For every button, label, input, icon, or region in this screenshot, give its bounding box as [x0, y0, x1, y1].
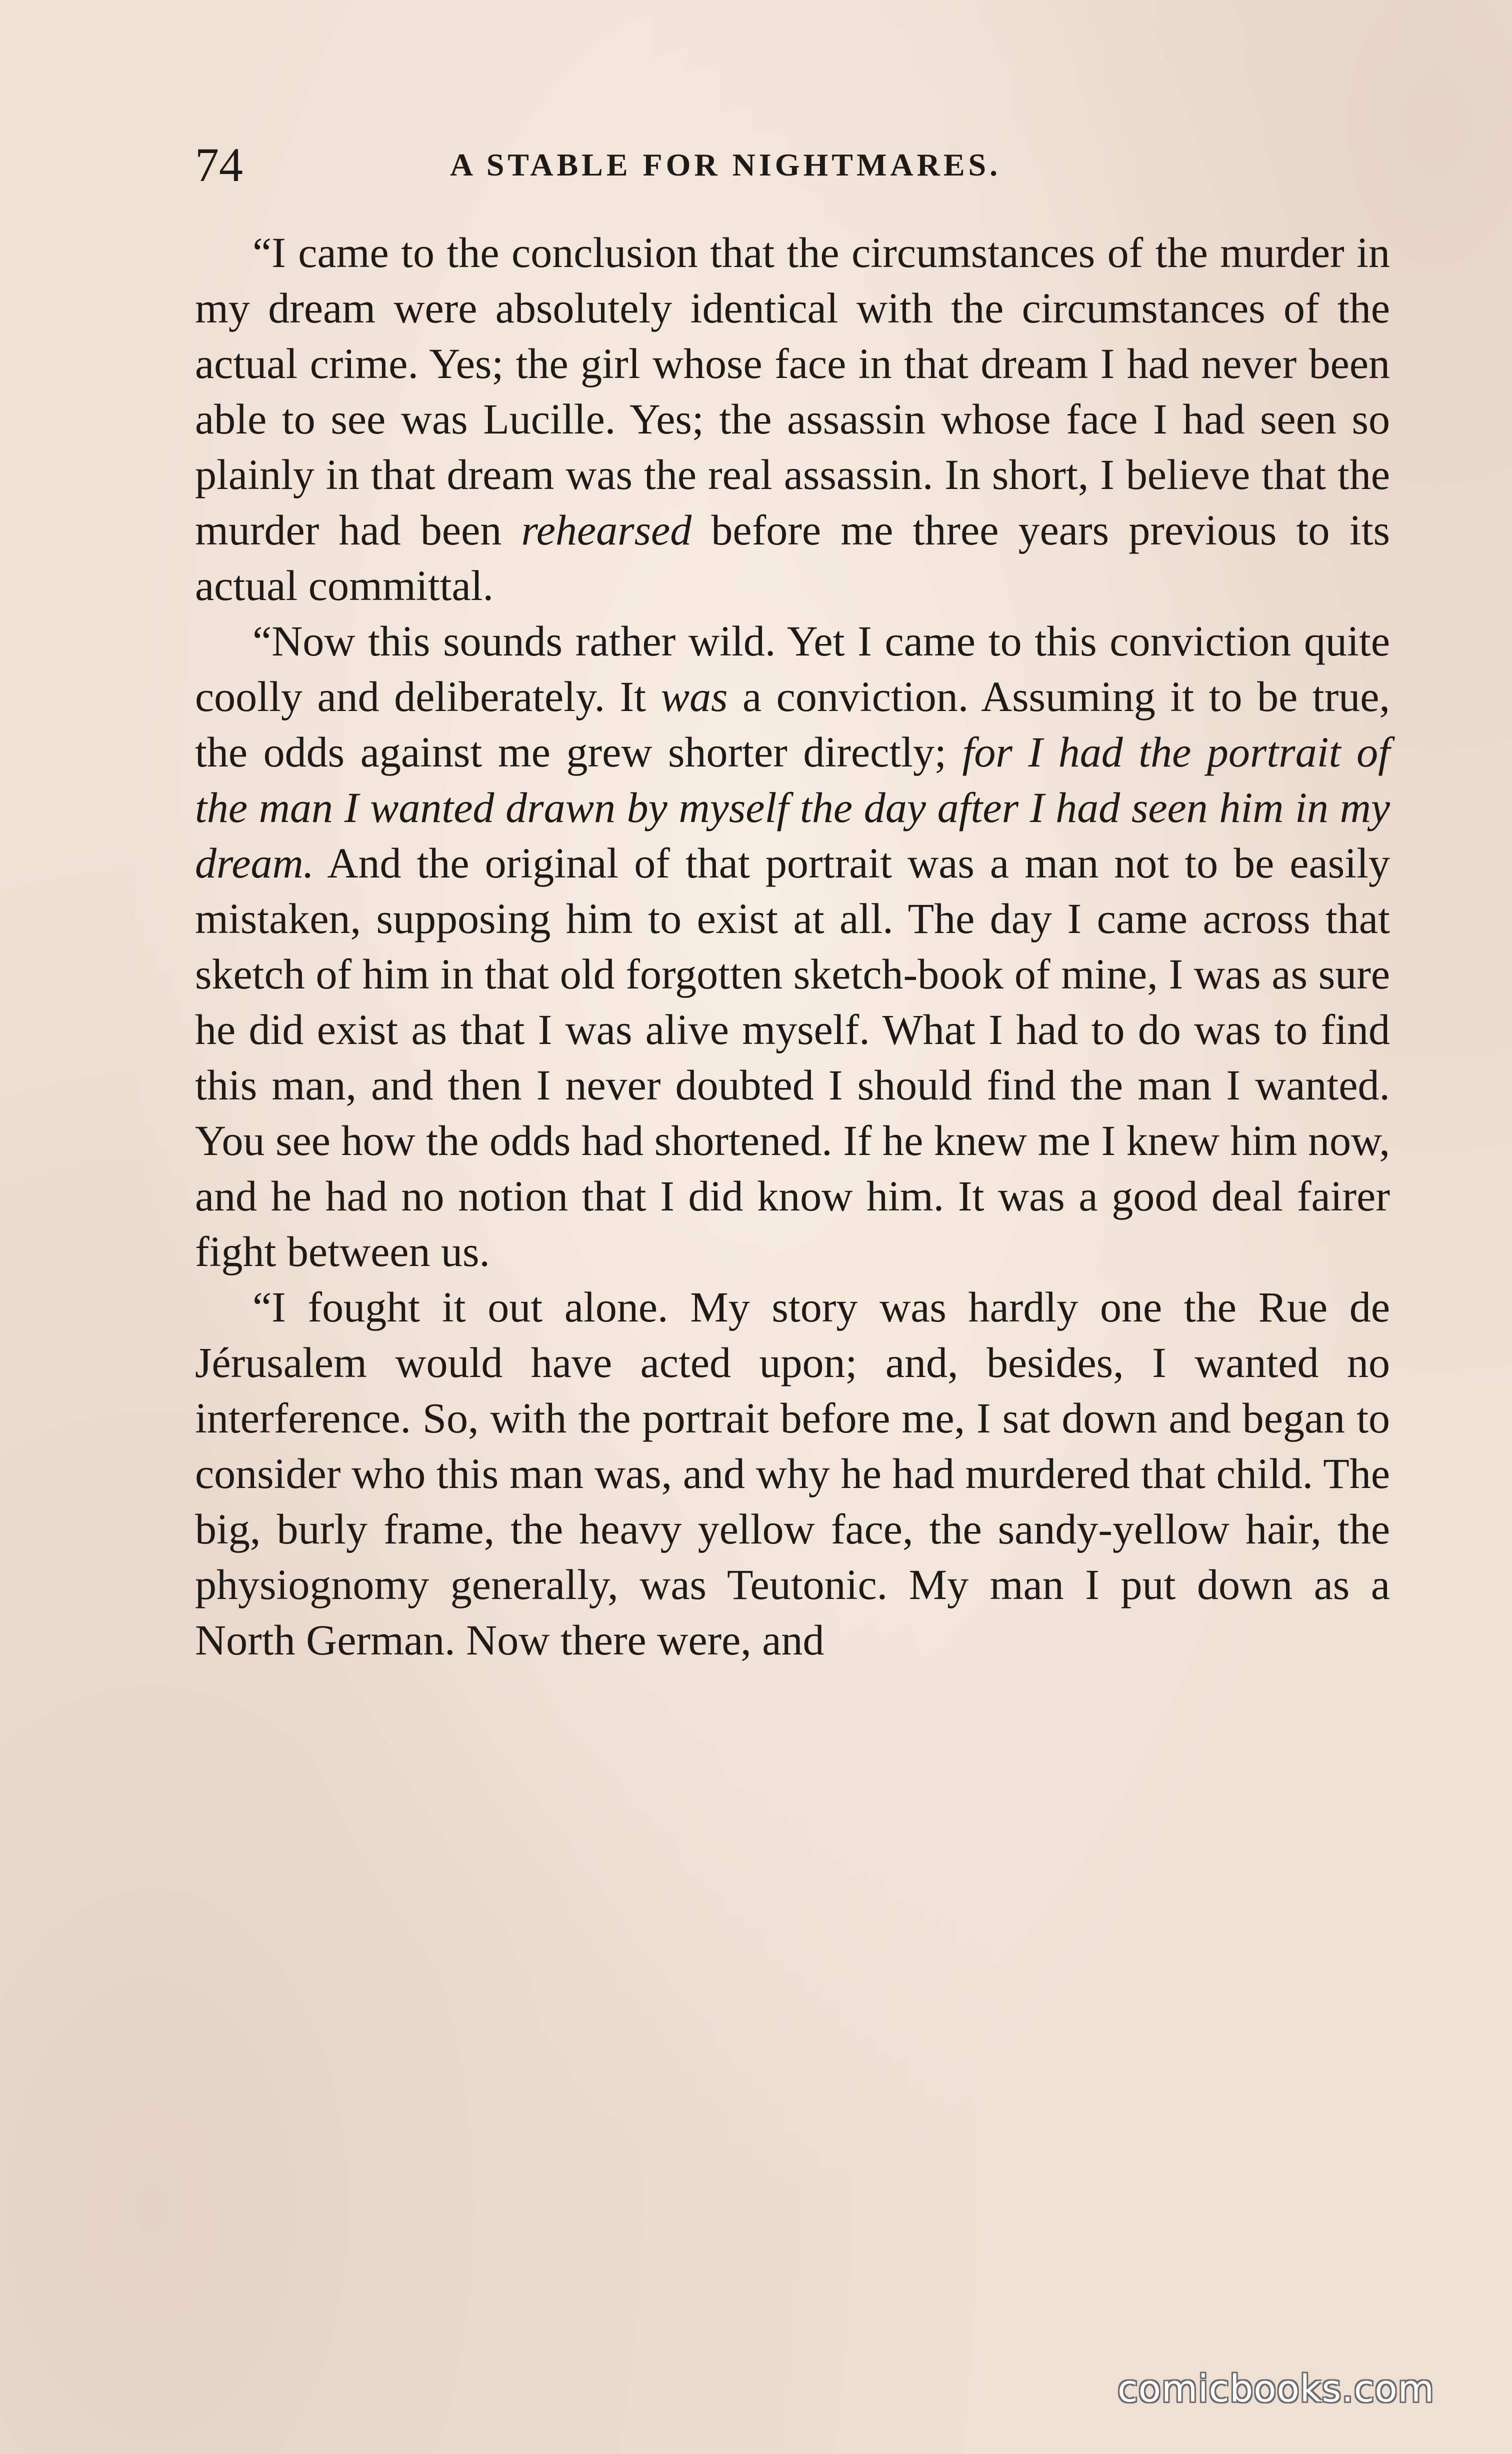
- running-head: [195, 135, 1390, 195]
- text-run: “I came to the conclusion that the circumstances of the murder in my dream were absolutely identical with the circumstances of the actual crime. Yes; the girl whose face in that dream I had never been able to see was Lucille. Yes; the assassin whose face I had seen so plainly in that dream was the real assassin. In short, I believe that the murder had been: [195, 228, 1390, 554]
- italic-run: was: [660, 672, 728, 720]
- body-text: [195, 225, 1390, 1668]
- paragraph-3: [195, 1280, 1390, 1668]
- italic-run: for I had the portrait of the man I wanted drawn by myself the day after I had seen him in my dream.: [195, 728, 1390, 887]
- book-page: [195, 135, 1390, 1668]
- text-run: “Now this sounds rather wild. Yet I came to this conviction quite coolly and deliberately. It: [195, 617, 1390, 720]
- text-run: And the original of that portrait was a man not to be easily mistaken, supposing him to exist at all. The day I came across that sketch of him in that old forgotten sketch-book of mine, I was as sure he did exist as that I was alive myself. What I had to do was to find this man, and then I never doubted I should find the man I wanted. You see how the odds had shortened. If he knew me I knew him now, and he had no notion that I did know him. It was a good deal fairer fight between us.: [195, 839, 1390, 1276]
- running-title: A STABLE FOR NIGHTMARES.: [450, 147, 1002, 182]
- text-run: before me three years previous to its actual committal.: [195, 506, 1390, 610]
- paragraph-2: [195, 614, 1390, 1280]
- paragraph-1: [195, 225, 1390, 614]
- text-run: “I fought it out alone. My story was hardly one the Rue de Jérusalem would have acted upon; and, besides, I wanted no interference. So, with the portrait before me, I sat down and began to consider who this man was, and why he had murdered that child. The big, burly frame, the heavy yellow face, the sandy-yellow hair, the physiognomy generally, was Teutonic. My man I put down as a North German. Now there were, and: [195, 1283, 1390, 1664]
- text-run: a conviction. Assuming it to be true, the odds against me grew shorter directly;: [195, 672, 1390, 776]
- watermark: comicbooks.com: [1118, 2368, 1434, 2410]
- italic-run: rehearsed: [521, 506, 692, 554]
- page-number: 74: [195, 138, 243, 192]
